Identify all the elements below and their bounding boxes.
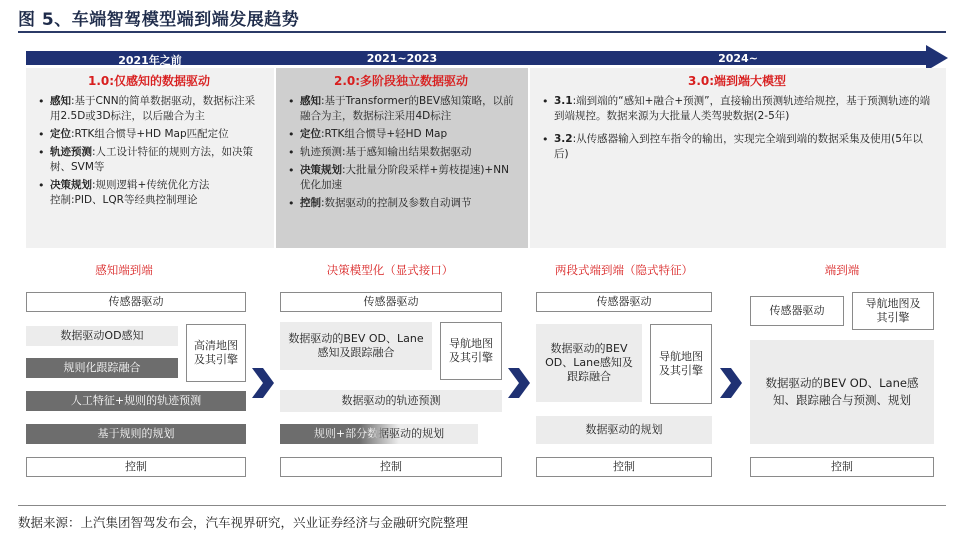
arch-3-perception-box: 数据驱动的BEV OD、Lane感知及跟踪融合	[536, 324, 642, 402]
arch-1-prediction-box: 人工特征+规则的轨迹预测	[26, 391, 246, 411]
arch-3-planning-box: 数据驱动的规划	[536, 416, 712, 444]
stage-3-bullet: • 3.1:端到端的“感知+融合+预测”，直接输出预测轨迹给规控，基于预测轨迹的端到端规控。数据来源为大批量人类驾驶数据(2-5年)	[538, 94, 936, 124]
arch-1-planning-box: 基于规则的规划	[26, 424, 246, 444]
stage-2-bullet: • 控制:数据驱动的控制及参数自动调节	[284, 196, 518, 211]
stage-1-title: 1.0:仅感知的数据驱动	[87, 74, 211, 88]
source-divider	[18, 505, 946, 506]
stage-1-bullet: • 决策规划:规则逻辑+传统优化方法 控制:PID、LQR等经典控制理论	[34, 178, 264, 208]
period-label-3: 2024~	[718, 52, 758, 65]
arch-2-sensor-box: 传感器驱动	[280, 292, 502, 312]
figure-title: 图 5、车端智驾模型端到端发展趋势	[18, 10, 300, 30]
arch-3-control-box: 控制	[536, 457, 712, 477]
stage-2-bullet: • 感知:基于Transformer的BEV感知策略，以前融合为主，数据标注采用4D标注	[284, 94, 518, 124]
stage-1-bullet: • 定位:RTK组合惯导+HD Map匹配定位	[34, 127, 264, 142]
arch-1-control-box: 控制	[26, 457, 246, 477]
stage-2-bullet: • 定位:RTK组合惯导+轻HD Map	[284, 127, 518, 142]
stage-1-panel	[26, 68, 274, 248]
arch-2-prediction-box: 数据驱动的轨迹预测	[280, 390, 502, 412]
arch-2-control-box: 控制	[280, 457, 502, 477]
arch-3-map-box: 导航地图及其引擎	[650, 324, 712, 404]
arch-4-main-box: 数据驱动的BEV OD、Lane感知、跟踪融合与预测、规划	[750, 340, 934, 444]
arch-4-map-box: 导航地图及其引擎	[852, 292, 934, 330]
arch-3-to-4-arrow-icon	[720, 368, 742, 398]
stage-2-title: 2.0:多阶段独立数据驱动	[333, 74, 469, 88]
arch-2-title: 决策模型化（显式接口）	[326, 263, 454, 277]
stage-2-panel	[276, 68, 528, 248]
period-label-1: 2021年之前	[118, 54, 182, 67]
arch-2-map-box: 导航地图及其引擎	[440, 322, 502, 380]
stage-1-bullet: • 轨迹预测:人工设计特征的规则方法，如决策树、SVM等	[34, 145, 264, 175]
stage-3-panel	[530, 68, 946, 248]
stage-2-bullet: • 轨迹预测:基于感知输出结果数据驱动	[284, 145, 518, 160]
stage-2-bullet: • 决策规划:大批量分阶段采样+剪枝提速)+NN优化加速	[284, 163, 518, 193]
arch-1-sensor-box: 传感器驱动	[26, 292, 246, 312]
arch-1-map-box: 高清地图及其引擎	[186, 324, 246, 382]
source-note: 数据来源：上汽集团智驾发布会，汽车视界研究，兴业证券经济与金融研究院整理	[18, 515, 469, 530]
arch-3-title: 两段式端到端（隐式特征）	[555, 263, 693, 277]
arch-4-control-box: 控制	[750, 457, 934, 477]
arch-4-sensor-box: 传感器驱动	[750, 296, 844, 326]
arch-2-planning-box: 规则+部分数据驱动的规划	[280, 424, 478, 444]
stage-3-title: 3.0:端到端大模型	[687, 74, 787, 88]
arch-1-title: 感知端到端	[95, 263, 153, 277]
arch-1-to-2-arrow-icon	[252, 368, 274, 398]
title-divider	[18, 31, 946, 33]
arch-3-sensor-box: 传感器驱动	[536, 292, 712, 312]
arch-2-to-3-arrow-icon	[508, 368, 530, 398]
stage-3-bullet: • 3.2:从传感器输入到控车指令的输出，实现完全端到端的数据采集及使用(5年以后)	[538, 132, 936, 162]
period-label-2: 2021~2023	[366, 52, 438, 65]
arch-1-fusion-box: 规则化跟踪融合	[26, 358, 178, 378]
arch-1-perception-box: 数据驱动OD感知	[26, 326, 178, 346]
arch-4-title: 端到端	[824, 263, 860, 277]
stage-1-bullet: • 感知:基于CNN的简单数据驱动，数据标注采用2.5D或3D标注，以后融合为主	[34, 94, 264, 124]
arch-2-perception-box: 数据驱动的BEV OD、Lane感知及跟踪融合	[280, 322, 432, 370]
